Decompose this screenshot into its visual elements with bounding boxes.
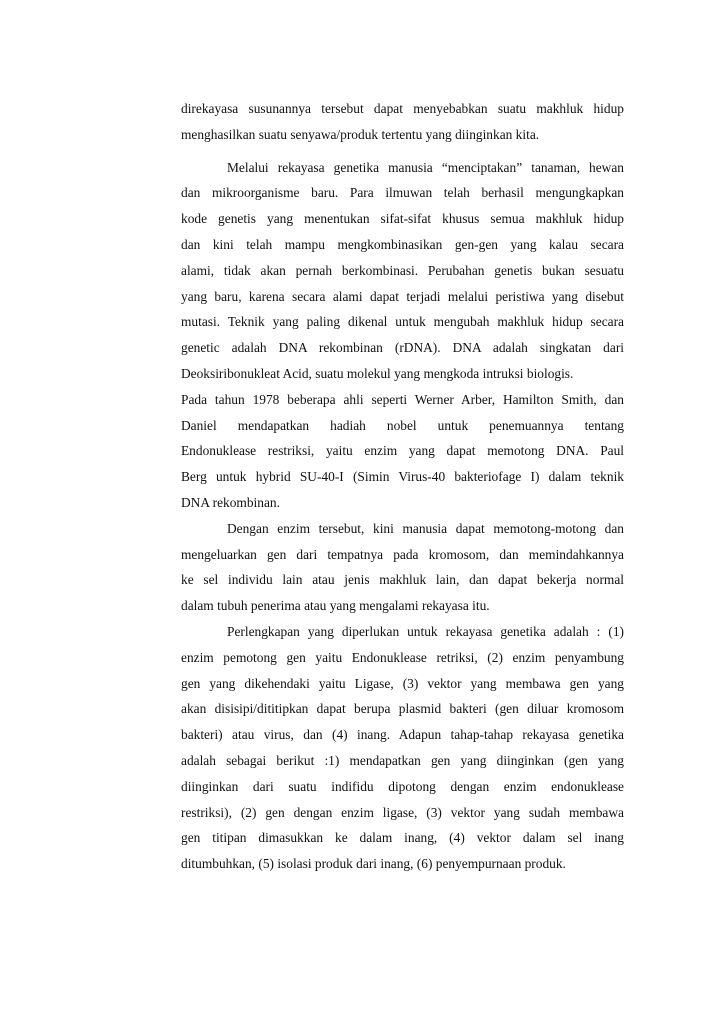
paragraph-3 <box>181 516 624 619</box>
text-line: Deoksiribonukleat Acid, suatu molekul yang mengkoda intruksi biologis. <box>181 365 574 381</box>
text-line: Perlengkapan yang diperlukan untuk rekayasa genetika adalah : (1) <box>227 623 624 639</box>
text-line: mengeluarkan gen dari tempatnya pada kromosom, dan memindahkannya <box>181 546 624 562</box>
text-line: alami, tidak akan pernah berkombinasi. Perubahan genetis bukan sesuatu <box>181 262 624 278</box>
text-line: kode genetis yang menentukan sifat-sifat khusus semua makhluk hidup <box>181 211 624 227</box>
text-line: menghasilkan suatu senyawa/produk tertentu yang diinginkan kita. <box>181 126 540 142</box>
text-line: ke sel individu lain atau jenis makhluk lain, dan dapat bekerja normal <box>181 572 624 588</box>
text-line: dalam tubuh penerima atau yang mengalami rekayasa itu. <box>181 598 490 614</box>
paragraph-2 <box>181 155 624 516</box>
text-line: dan kini telah mampu mengkombinasikan gen-gen yang kalau secara <box>181 236 624 252</box>
text-line: bakteri) atau virus, dan (4) inang. Adapun tahap-tahap rekayasa genetika <box>181 727 624 743</box>
text-line: enzim pemotong gen yaitu Endonuklease retriksi, (2) enzim penyambung <box>181 649 624 665</box>
text-line: akan disisipi/dititipkan dapat berupa plasmid bakteri (gen diluar kromosom <box>181 701 624 717</box>
text-line: Dengan enzim tersebut, kini manusia dapat memotong-motong dan <box>227 520 624 536</box>
text-line: Endonuklease restriksi, yaitu enzim yang dapat memotong DNA. Paul <box>181 443 624 459</box>
text-line: ditumbuhkan, (5) isolasi produk dari inang, (6) penyempurnaan produk. <box>181 856 566 872</box>
text-line: direkayasa susunannya tersebut dapat menyebabkan suatu makhluk hidup <box>181 101 624 116</box>
text-line: dan mikroorganisme baru. Para ilmuwan telah berhasil mengungkapkan <box>181 185 624 201</box>
text-line: gen yang dikehendaki yaitu Ligase, (3) vektor yang membawa gen yang <box>181 675 624 691</box>
paragraph-1 <box>181 96 624 148</box>
text-line: yang baru, karena secara alami dapat terjadi melalui peristiwa yang disebut <box>181 288 624 304</box>
paragraph-4 <box>181 619 624 877</box>
text-line: Daniel mendapatkan hadiah nobel untuk penemuannya tentang <box>181 417 624 433</box>
text-line: adalah sebagai berikut :1) mendapatkan gen yang diinginkan (gen yang <box>181 752 624 768</box>
text-line: Melalui rekayasa genetika manusia “menciptakan” tanaman, hewan <box>227 159 624 175</box>
text-line: restriksi), (2) gen dengan enzim ligase, (3) vektor yang sudah membawa <box>181 804 624 820</box>
text-line: Berg untuk hybrid SU-40-I (Simin Virus-40 bakteriofage I) dalam teknik <box>181 469 624 485</box>
text-line: diinginkan dari suatu indifidu dipotong dengan enzim endonuklease <box>181 778 624 794</box>
text-line: Pada tahun 1978 beberapa ahli seperti Werner Arber, Hamilton Smith, dan <box>181 391 624 407</box>
text-line: gen titipan dimasukkan ke dalam inang, (4) vektor dalam sel inang <box>181 830 624 846</box>
text-line: genetic adalah DNA rekombinan (rDNA). DNA adalah singkatan dari <box>181 340 624 356</box>
text-line: mutasi. Teknik yang paling dikenal untuk mengubah makhluk hidup secara <box>181 314 624 330</box>
body-text <box>181 96 624 877</box>
text-line: DNA rekombinan. <box>181 494 280 510</box>
